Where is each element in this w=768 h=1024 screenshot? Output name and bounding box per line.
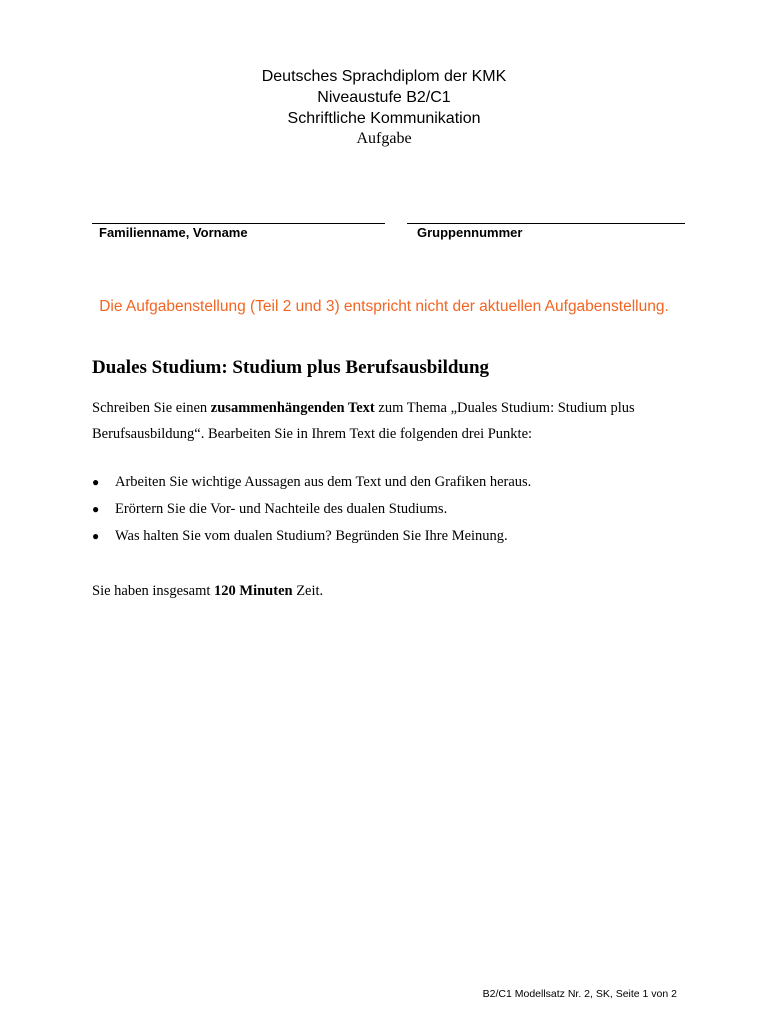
bullet-icon: ● <box>92 475 100 489</box>
group-number-field[interactable] <box>407 223 685 240</box>
list-item-text: Arbeiten Sie wichtige Aussagen aus dem Text und den Grafiken heraus. <box>115 474 532 490</box>
list-item <box>92 523 531 550</box>
name-field-line <box>92 223 385 224</box>
bullet-icon: ● <box>92 502 100 516</box>
group-number-field-label: Gruppennummer <box>417 225 523 240</box>
document-header <box>0 66 768 149</box>
task-intro <box>92 395 712 447</box>
task-intro-start: Schreiben Sie einen <box>92 400 211 416</box>
task-title: Duales Studium: Studium plus Berufsausbildung <box>92 357 490 378</box>
page-footer: B2/C1 Modellsatz Nr. 2, SK, Seite 1 von 2 <box>482 988 677 1000</box>
name-field-label: Familienname, Vorname <box>99 225 248 240</box>
header-subtitle: Aufgabe <box>356 130 412 147</box>
header-level: Niveaustufe B2/C1 <box>317 89 451 106</box>
time-limit-end: Zeit. <box>292 583 324 599</box>
bullet-icon: ● <box>92 529 100 543</box>
list-item-text: Was halten Sie vom dualen Studium? Begründen Sie Ihre Meinung. <box>115 528 508 544</box>
group-number-field-line <box>407 223 685 224</box>
task-intro-end: zum Thema „Duales Studium: Studium plus Berufsausbildung“. Bearbeiten Sie in Ihrem Text die folgenden drei Punkte: <box>92 400 635 442</box>
list-item <box>92 469 531 496</box>
header-title: Deutsches Sprachdiplom der KMK <box>261 68 507 85</box>
header-section: Schriftliche Kommunikation <box>287 110 481 127</box>
time-limit <box>92 583 323 600</box>
task-intro-bold: zusammenhängenden Text <box>210 400 375 416</box>
list-item <box>92 496 531 523</box>
notice-text: Die Aufgabenstellung (Teil 2 und 3) entspricht nicht der aktuellen Aufgabenstellung. <box>99 298 669 315</box>
time-limit-start: Sie haben insgesamt <box>92 583 215 599</box>
task-points-list <box>92 469 531 550</box>
time-limit-bold: 120 Minuten <box>214 583 293 599</box>
list-item-text: Erörtern Sie die Vor- und Nachteile des dualen Studiums. <box>115 501 448 517</box>
name-field[interactable] <box>92 223 385 240</box>
